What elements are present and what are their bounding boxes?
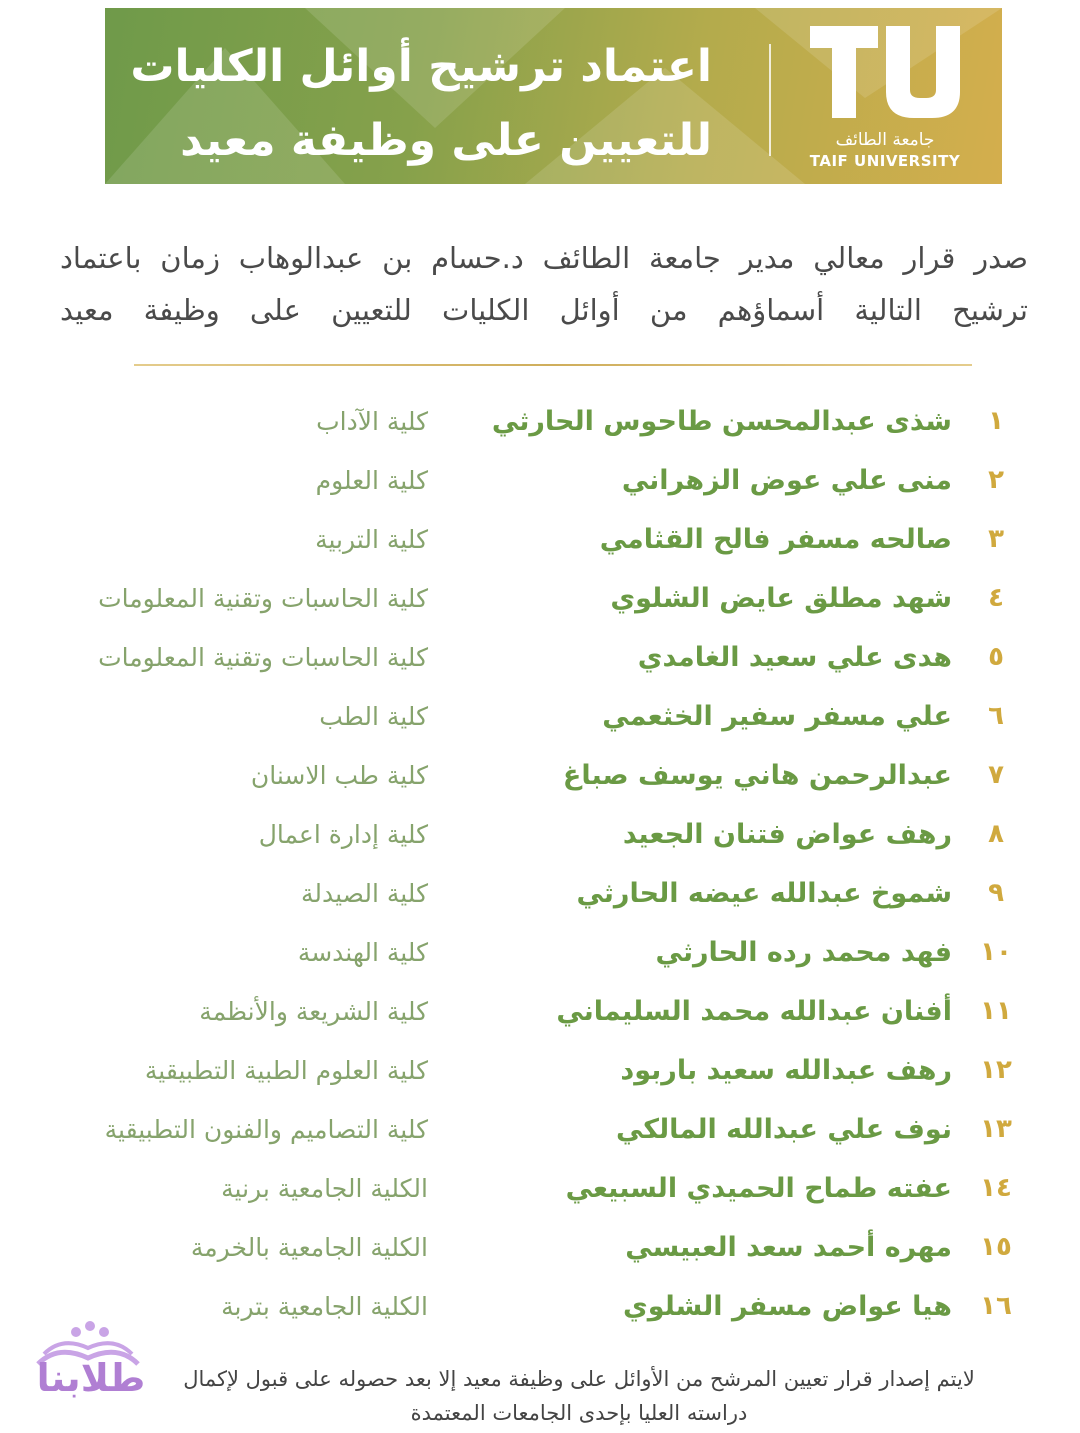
candidate-college: كلية طب الاسنان <box>250 761 428 790</box>
candidate-name: هيا عواض مسفر الشلوي <box>622 1291 952 1322</box>
candidate-number: ١٥ <box>980 1232 1012 1262</box>
candidate-number: ١٢ <box>980 1055 1012 1085</box>
candidate-number: ١ <box>988 406 1004 436</box>
candidate-college: الكلية الجامعية برنية <box>221 1174 428 1203</box>
watermark-logo <box>18 1318 158 1410</box>
candidate-number: ١٦ <box>980 1291 1012 1321</box>
taif-university-logo <box>805 22 975 178</box>
candidate-number: ٣ <box>988 524 1004 554</box>
candidate-number: ٤ <box>988 583 1004 613</box>
candidate-college: كلية الشريعة والأنظمة <box>199 997 428 1026</box>
candidate-name: رهف عواض فتنان الجعيد <box>622 819 952 850</box>
candidate-college: الكلية الجامعية بالخرمة <box>190 1233 428 1262</box>
intro-line-2: ترشيح التالية أسماؤهم من أوائل الكليات للتعيين على وظيفة معيد <box>60 293 1028 327</box>
candidate-number: ١٣ <box>980 1114 1012 1144</box>
intro-paragraph <box>60 232 1028 336</box>
banner-title <box>112 30 712 178</box>
candidate-name: منى علي عوض الزهراني <box>621 465 952 496</box>
candidate-row <box>0 628 1080 687</box>
candidate-college: كلية الطب <box>319 702 428 731</box>
candidate-college: كلية العلوم <box>315 466 428 495</box>
candidate-row <box>0 923 1080 982</box>
candidate-row <box>0 1041 1080 1100</box>
candidate-number: ١١ <box>980 996 1012 1026</box>
candidate-number: ٥ <box>988 642 1004 672</box>
candidate-college: كلية الحاسبات وتقنية المعلومات <box>98 643 428 672</box>
candidate-row <box>0 392 1080 451</box>
candidate-college: كلية التصاميم والفنون التطبيقية <box>104 1115 428 1144</box>
candidate-name: صالحه مسفر فالح القثامي <box>599 524 952 555</box>
banner-title-line-2: للتعيين على وظيفة معيد <box>180 115 712 166</box>
candidate-college: كلية الصيدلة <box>300 879 428 908</box>
candidate-college: كلية إدارة اعمال <box>258 820 428 849</box>
candidate-row <box>0 451 1080 510</box>
candidate-row <box>0 1218 1080 1277</box>
candidate-number: ٢ <box>988 465 1004 495</box>
banner-title-line-1: اعتماد ترشيح أوائل الكليات <box>130 41 712 92</box>
candidate-college: كلية الآداب <box>316 407 428 436</box>
candidate-name: هدى علي سعيد الغامدي <box>637 642 952 673</box>
logo-english-name: TAIF UNIVERSITY <box>809 152 961 170</box>
divider-rule <box>134 364 972 366</box>
candidate-college: كلية الهندسة <box>297 938 428 967</box>
candidate-row <box>0 805 1080 864</box>
candidate-number: ٦ <box>988 701 1004 731</box>
candidates-list <box>0 392 1080 1336</box>
candidate-row <box>0 746 1080 805</box>
candidate-name: نوف علي عبدالله المالكي <box>615 1114 952 1145</box>
footnote-line-1: لايتم إصدار قرار تعيين المرشح من الأوائل على وظيفة معيد إلا بعد حصوله على قبول لإكمال <box>183 1367 975 1391</box>
candidate-row <box>0 687 1080 746</box>
candidate-name: عفته طماح الحميدي السبيعي <box>565 1173 952 1204</box>
candidate-college: كلية العلوم الطبية التطبيقية <box>144 1056 428 1085</box>
candidate-row <box>0 864 1080 923</box>
candidate-row <box>0 1100 1080 1159</box>
candidate-name: أفنان عبدالله محمد السليماني <box>556 996 952 1027</box>
candidate-name: رهف عبدالله سعيد باربود <box>620 1055 952 1086</box>
intro-line-1: صدر قرار معالي مدير جامعة الطائف د.حسام بن عبدالوهاب زمان باعتماد <box>60 241 1028 275</box>
candidate-name: شذى عبدالمحسن طاحوس الحارثي <box>491 406 952 437</box>
candidate-name: شهد مطلق عايض الشلوي <box>610 583 952 614</box>
footnote <box>150 1362 1008 1430</box>
candidate-name: مهره أحمد سعد العبيسي <box>625 1232 952 1263</box>
candidate-number: ٨ <box>988 819 1004 849</box>
candidate-college: كلية التربية <box>315 525 428 554</box>
banner-divider <box>769 44 771 156</box>
candidate-number: ٩ <box>988 878 1004 908</box>
candidate-number: ١٠ <box>980 937 1012 967</box>
footnote-line-2: دراسته العليا بإحدى الجامعات المعتمدة <box>410 1401 748 1425</box>
candidate-name: عبدالرحمن هاني يوسف صباغ <box>562 760 952 791</box>
candidate-row <box>0 510 1080 569</box>
candidate-row <box>0 982 1080 1041</box>
candidate-number: ٧ <box>988 760 1004 790</box>
candidate-college: الكلية الجامعية بتربة <box>221 1292 428 1321</box>
candidate-row <box>0 1277 1080 1336</box>
header-banner <box>105 8 1002 184</box>
logo-arabic-name: جامعة الطائف <box>835 130 935 150</box>
tu-logo-mark <box>810 26 960 122</box>
candidate-name: شموخ عبدالله عيضه الحارثي <box>576 878 952 909</box>
candidate-college: كلية الحاسبات وتقنية المعلومات <box>98 584 428 613</box>
candidate-name: علي مسفر سفير الخثعمي <box>602 701 952 732</box>
candidate-row <box>0 1159 1080 1218</box>
candidate-number: ١٤ <box>980 1173 1012 1203</box>
candidate-row <box>0 569 1080 628</box>
watermark-text: طلابنا <box>36 1356 146 1400</box>
candidate-name: فهد محمد رده الحارثي <box>655 937 952 968</box>
